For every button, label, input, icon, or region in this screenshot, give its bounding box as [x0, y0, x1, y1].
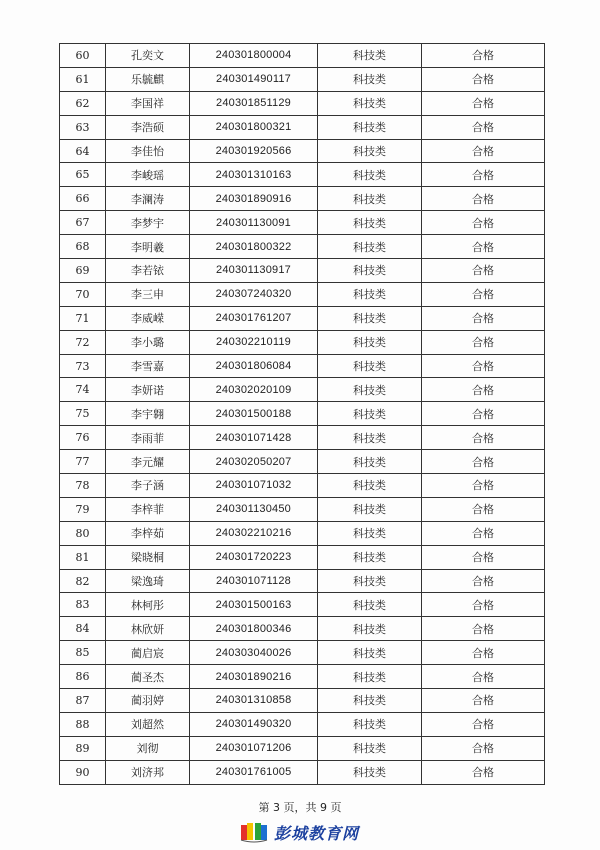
registration-number-cell: 240301890916	[190, 187, 318, 211]
serial-number-cell: 81	[60, 545, 106, 569]
table-row	[60, 235, 545, 259]
table-row	[60, 306, 545, 330]
student-name-cell: 李梓茹	[106, 521, 190, 545]
registration-number-cell: 240301851129	[190, 91, 318, 115]
result-cell: 合格	[422, 569, 545, 593]
registration-number-cell: 240301800322	[190, 235, 318, 259]
serial-number-cell: 73	[60, 354, 106, 378]
category-cell: 科技类	[318, 450, 422, 474]
result-cell: 合格	[422, 211, 545, 235]
category-cell: 科技类	[318, 426, 422, 450]
student-name-cell: 刘彻	[106, 736, 190, 760]
result-cell: 合格	[422, 665, 545, 689]
student-name-cell: 林欣妍	[106, 617, 190, 641]
table-row	[60, 378, 545, 402]
result-cell: 合格	[422, 91, 545, 115]
table-row	[60, 67, 545, 91]
serial-number-cell: 65	[60, 163, 106, 187]
student-name-cell: 李佳怡	[106, 139, 190, 163]
student-name-cell: 刘超然	[106, 712, 190, 736]
student-name-cell: 李元耀	[106, 450, 190, 474]
category-cell: 科技类	[318, 259, 422, 283]
category-cell: 科技类	[318, 497, 422, 521]
serial-number-cell: 89	[60, 736, 106, 760]
table-row	[60, 593, 545, 617]
category-cell: 科技类	[318, 91, 422, 115]
result-cell: 合格	[422, 593, 545, 617]
student-name-cell: 孔奕文	[106, 44, 190, 68]
result-cell: 合格	[422, 450, 545, 474]
student-name-cell: 李若铱	[106, 259, 190, 283]
registration-number-cell: 240301130450	[190, 497, 318, 521]
serial-number-cell: 88	[60, 712, 106, 736]
table-row	[60, 354, 545, 378]
table-row	[60, 163, 545, 187]
table-row	[60, 474, 545, 498]
student-name-cell: 李小璐	[106, 330, 190, 354]
serial-number-cell: 85	[60, 641, 106, 665]
result-cell: 合格	[422, 306, 545, 330]
student-name-cell: 李澜涛	[106, 187, 190, 211]
serial-number-cell: 67	[60, 211, 106, 235]
serial-number-cell: 60	[60, 44, 106, 68]
serial-number-cell: 86	[60, 665, 106, 689]
results-table	[59, 43, 545, 785]
registration-number-cell: 240301761207	[190, 306, 318, 330]
result-cell: 合格	[422, 474, 545, 498]
table-row	[60, 450, 545, 474]
registration-number-cell: 240301490320	[190, 712, 318, 736]
serial-number-cell: 77	[60, 450, 106, 474]
student-name-cell: 李妍诺	[106, 378, 190, 402]
table-row	[60, 569, 545, 593]
student-name-cell: 李子涵	[106, 474, 190, 498]
category-cell: 科技类	[318, 306, 422, 330]
result-cell: 合格	[422, 259, 545, 283]
student-name-cell: 李浩硕	[106, 115, 190, 139]
registration-number-cell: 240302210119	[190, 330, 318, 354]
serial-number-cell: 75	[60, 402, 106, 426]
table-row	[60, 521, 545, 545]
table-row	[60, 641, 545, 665]
table-row	[60, 712, 545, 736]
registration-number-cell: 240301130091	[190, 211, 318, 235]
category-cell: 科技类	[318, 115, 422, 139]
table-row	[60, 259, 545, 283]
registration-number-cell: 240302210216	[190, 521, 318, 545]
result-cell: 合格	[422, 330, 545, 354]
serial-number-cell: 68	[60, 235, 106, 259]
table-row	[60, 330, 545, 354]
category-cell: 科技类	[318, 545, 422, 569]
serial-number-cell: 71	[60, 306, 106, 330]
serial-number-cell: 78	[60, 474, 106, 498]
table-row	[60, 115, 545, 139]
table-row	[60, 402, 545, 426]
category-cell: 科技类	[318, 354, 422, 378]
result-cell: 合格	[422, 497, 545, 521]
student-name-cell: 梁晓桐	[106, 545, 190, 569]
category-cell: 科技类	[318, 67, 422, 91]
serial-number-cell: 79	[60, 497, 106, 521]
student-name-cell: 李梓菲	[106, 497, 190, 521]
registration-number-cell: 240301806084	[190, 354, 318, 378]
result-cell: 合格	[422, 115, 545, 139]
category-cell: 科技类	[318, 378, 422, 402]
student-name-cell: 蔺圣杰	[106, 665, 190, 689]
student-name-cell: 刘济邦	[106, 760, 190, 784]
category-cell: 科技类	[318, 235, 422, 259]
registration-number-cell: 240301130917	[190, 259, 318, 283]
registration-number-cell: 240307240320	[190, 282, 318, 306]
category-cell: 科技类	[318, 569, 422, 593]
category-cell: 科技类	[318, 474, 422, 498]
student-name-cell: 李威嵘	[106, 306, 190, 330]
result-cell: 合格	[422, 736, 545, 760]
student-name-cell: 梁逸琦	[106, 569, 190, 593]
serial-number-cell: 70	[60, 282, 106, 306]
category-cell: 科技类	[318, 689, 422, 713]
serial-number-cell: 64	[60, 139, 106, 163]
student-name-cell: 李宇翱	[106, 402, 190, 426]
student-name-cell: 李雨菲	[106, 426, 190, 450]
student-name-cell: 林柯彤	[106, 593, 190, 617]
registration-number-cell: 240301920566	[190, 139, 318, 163]
registration-number-cell: 240303040026	[190, 641, 318, 665]
table-row	[60, 545, 545, 569]
category-cell: 科技类	[318, 163, 422, 187]
table-row	[60, 44, 545, 68]
registration-number-cell: 240301310858	[190, 689, 318, 713]
student-name-cell: 蔺羽婷	[106, 689, 190, 713]
category-cell: 科技类	[318, 712, 422, 736]
student-name-cell: 蔺启宸	[106, 641, 190, 665]
table-row	[60, 211, 545, 235]
table-row	[60, 665, 545, 689]
serial-number-cell: 87	[60, 689, 106, 713]
category-cell: 科技类	[318, 736, 422, 760]
table-row	[60, 760, 545, 784]
serial-number-cell: 83	[60, 593, 106, 617]
table-row	[60, 139, 545, 163]
category-cell: 科技类	[318, 187, 422, 211]
table-row	[60, 91, 545, 115]
category-cell: 科技类	[318, 641, 422, 665]
serial-number-cell: 80	[60, 521, 106, 545]
result-cell: 合格	[422, 354, 545, 378]
result-cell: 合格	[422, 760, 545, 784]
result-cell: 合格	[422, 235, 545, 259]
serial-number-cell: 61	[60, 67, 106, 91]
category-cell: 科技类	[318, 402, 422, 426]
student-name-cell: 乐毓麒	[106, 67, 190, 91]
category-cell: 科技类	[318, 521, 422, 545]
category-cell: 科技类	[318, 665, 422, 689]
registration-number-cell: 240301071128	[190, 569, 318, 593]
category-cell: 科技类	[318, 760, 422, 784]
registration-number-cell: 240301761005	[190, 760, 318, 784]
category-cell: 科技类	[318, 593, 422, 617]
result-cell: 合格	[422, 712, 545, 736]
table-row	[60, 426, 545, 450]
registration-number-cell: 240301500163	[190, 593, 318, 617]
registration-number-cell: 240302050207	[190, 450, 318, 474]
result-cell: 合格	[422, 521, 545, 545]
student-name-cell: 李梦宇	[106, 211, 190, 235]
result-cell: 合格	[422, 617, 545, 641]
student-name-cell: 李三申	[106, 282, 190, 306]
open-book-icon	[240, 821, 268, 843]
serial-number-cell: 72	[60, 330, 106, 354]
watermark-text: 彭城教育网	[274, 823, 360, 843]
registration-number-cell: 240301500188	[190, 402, 318, 426]
result-cell: 合格	[422, 282, 545, 306]
category-cell: 科技类	[318, 617, 422, 641]
registration-number-cell: 240301490117	[190, 67, 318, 91]
result-cell: 合格	[422, 426, 545, 450]
category-cell: 科技类	[318, 44, 422, 68]
serial-number-cell: 90	[60, 760, 106, 784]
table-row	[60, 187, 545, 211]
student-name-cell: 李国祥	[106, 91, 190, 115]
student-name-cell: 李峻瑶	[106, 163, 190, 187]
registration-number-cell: 240301720223	[190, 545, 318, 569]
result-cell: 合格	[422, 139, 545, 163]
registration-number-cell: 240301071428	[190, 426, 318, 450]
category-cell: 科技类	[318, 211, 422, 235]
serial-number-cell: 69	[60, 259, 106, 283]
registration-number-cell: 240301071032	[190, 474, 318, 498]
result-cell: 合格	[422, 44, 545, 68]
result-cell: 合格	[422, 67, 545, 91]
registration-number-cell: 240301800321	[190, 115, 318, 139]
registration-number-cell: 240301890216	[190, 665, 318, 689]
category-cell: 科技类	[318, 282, 422, 306]
registration-number-cell: 240301310163	[190, 163, 318, 187]
student-name-cell: 李明羲	[106, 235, 190, 259]
serial-number-cell: 82	[60, 569, 106, 593]
serial-number-cell: 74	[60, 378, 106, 402]
student-name-cell: 李雪嘉	[106, 354, 190, 378]
table-row	[60, 617, 545, 641]
category-cell: 科技类	[318, 330, 422, 354]
registration-number-cell: 240301071206	[190, 736, 318, 760]
result-cell: 合格	[422, 163, 545, 187]
serial-number-cell: 63	[60, 115, 106, 139]
table-row	[60, 689, 545, 713]
serial-number-cell: 76	[60, 426, 106, 450]
result-cell: 合格	[422, 641, 545, 665]
page-footer: 第 3 页，共 9 页	[258, 801, 342, 814]
registration-number-cell: 240301800004	[190, 44, 318, 68]
registration-number-cell: 240302020109	[190, 378, 318, 402]
result-cell: 合格	[422, 378, 545, 402]
site-watermark-logo	[240, 820, 359, 844]
category-cell: 科技类	[318, 139, 422, 163]
serial-number-cell: 62	[60, 91, 106, 115]
table-row	[60, 282, 545, 306]
registration-number-cell: 240301800346	[190, 617, 318, 641]
table-row	[60, 736, 545, 760]
result-cell: 合格	[422, 187, 545, 211]
result-cell: 合格	[422, 689, 545, 713]
results-table-body	[60, 44, 545, 785]
serial-number-cell: 84	[60, 617, 106, 641]
result-cell: 合格	[422, 545, 545, 569]
result-cell: 合格	[422, 402, 545, 426]
serial-number-cell: 66	[60, 187, 106, 211]
table-row	[60, 497, 545, 521]
